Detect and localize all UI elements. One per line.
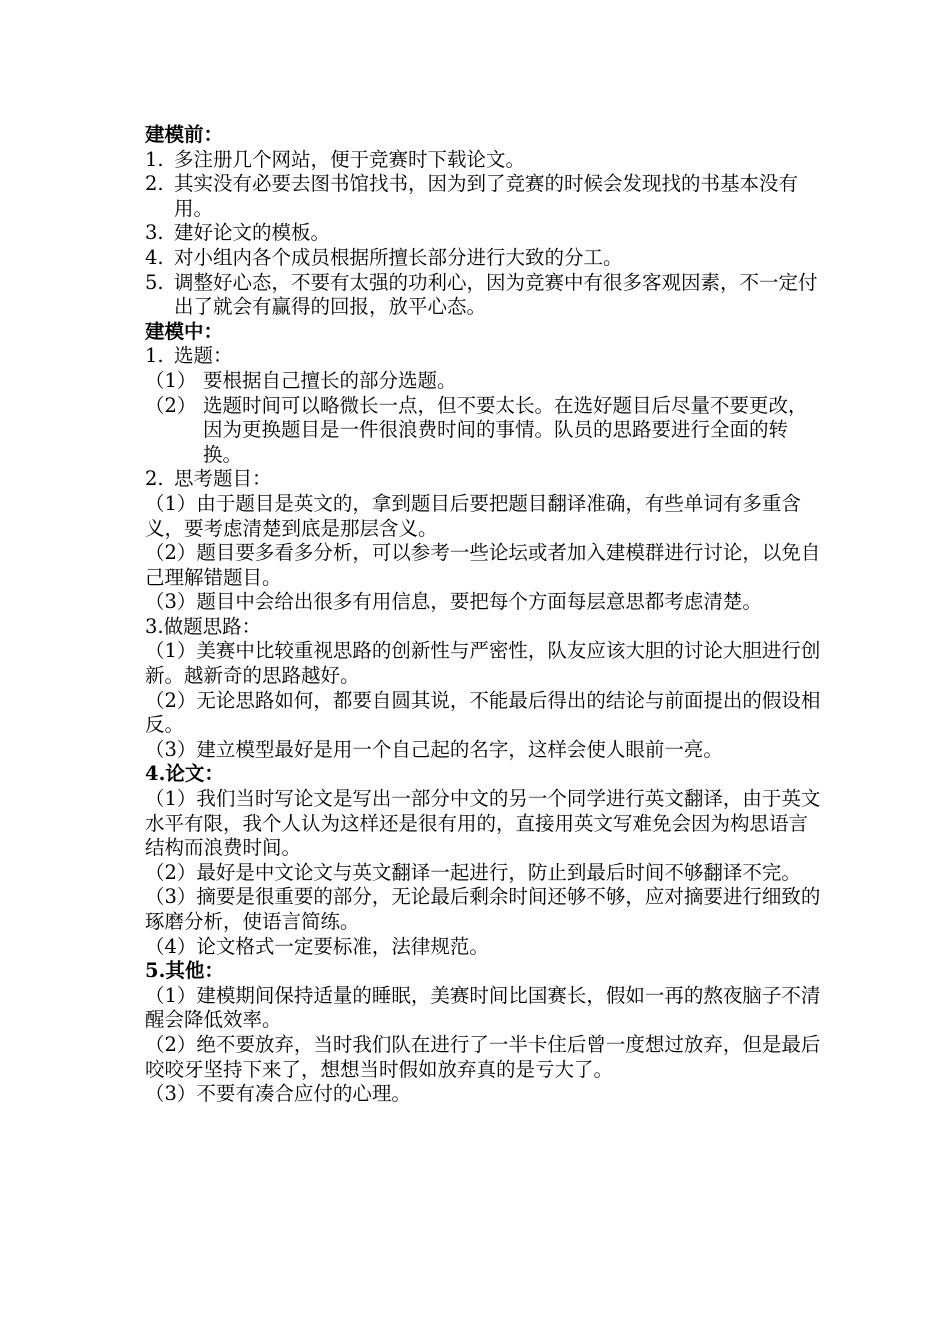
section-heading-during: 建模中：: [145, 319, 224, 343]
list-item: [145, 246, 825, 271]
document-page: [145, 123, 825, 1107]
paragraph: （1）美赛中比较重视思路的创新性与严密性，队友应该大胆的讨论大胆进行创新。越新奇的思路越好。: [145, 639, 821, 688]
list-text: 多注册几个网站，便于竞赛时下载论文。: [174, 147, 526, 171]
list-text: 其实没有必要去图书馆找书，因为到了竞赛的时候会发现找的书基本没有用。: [174, 172, 799, 220]
subsection-paper-title: 4.论文：: [145, 762, 224, 786]
paragraph: （1）我们当时写论文是写出一部分中文的另一个同学进行英文翻译，由于英文水平有限，我个人认为这样还是很有用的，直接用英文写难免会因为构思语言结构而浪费时间。: [145, 787, 821, 860]
paragraph: （1）由于题目是英文的，拿到题目后要把题目翻译准确，有些单词有多重含义，要考虑清楚到底是那层含义。: [145, 491, 801, 540]
paragraph: （2）最好是中文论文与英文翻译一起进行，防止到最后时间不够翻译不完。: [145, 860, 801, 884]
list-item: [145, 172, 825, 221]
paragraph: （3）题目中会给出很多有用信息，要把每个方面每层意思都考虑清楚。: [145, 590, 762, 614]
list-item: [145, 271, 825, 320]
subsection-think-title: [145, 467, 825, 492]
list-item: [145, 221, 825, 246]
paragraph: （3）建立模型最好是用一个自己起的名字，这样会使人眼前一亮。: [145, 737, 723, 761]
paragraph: （2）题目要多看多分析，可以参考一些论坛或者加入建模群进行讨论，以免自己理解错题目。: [145, 541, 821, 589]
sub-list-text: 选题时间可以略微长一点，但不要太长。在选好题目后尽量不要更改，因为更换题目是一件很浪费时间的事情。队员的思路要进行全面的转换。: [203, 393, 808, 466]
sub-list-number: （1）: [145, 368, 197, 392]
list-number: 2.: [145, 467, 164, 491]
paragraph: （3）摘要是很重要的部分，无论最后剩余时间还够不够，应对摘要进行细致的琢磨分析，使语言简练。: [145, 885, 821, 933]
list-number: 3.: [145, 221, 164, 245]
list-item: [145, 148, 825, 173]
section-heading-before: 建模前：: [145, 123, 224, 146]
sub-list-number: （2）: [145, 393, 197, 417]
paragraph: （4）论文格式一定要标准，法律规范。: [145, 934, 489, 958]
list-text: 建好论文的模板。: [174, 221, 331, 245]
list-number: 1.: [145, 147, 164, 171]
subsection-topic-title: [145, 344, 825, 369]
paragraph: （1）建模期间保持适量的睡眠，美赛时间比国赛长，假如一再的熬夜脑子不清醒会降低效率。: [145, 983, 821, 1032]
paragraph: （2）无论思路如何，都要自圆其说，不能最后得出的结论与前面提出的假设相反。: [145, 688, 821, 737]
list-number: 5.: [145, 270, 164, 294]
paragraph: （2）绝不要放弃，当时我们队在进行了一半卡住后曾一度想过放弃，但是最后咬咬牙坚持下来了，想想当时假如放弃真的是亏大了。: [145, 1032, 821, 1081]
list-number: 4.: [145, 245, 164, 269]
list-text: 调整好心态，不要有太强的功利心，因为竞赛中有很多客观因素，不一定付出了就会有赢得的回报，放平心态。: [174, 270, 818, 319]
sub-list-item: [145, 369, 825, 394]
list-text: 对小组内各个成员根据所擅长部分进行大致的分工。: [174, 245, 623, 269]
list-number: 2.: [145, 172, 164, 196]
sub-list-item: [145, 394, 825, 468]
sub-list-text: 要根据自己擅长的部分选题。: [203, 368, 457, 392]
subsection-title-text: 思考题目：: [174, 467, 272, 491]
list-number: 1.: [145, 344, 164, 368]
subsection-title-text: 选题：: [174, 344, 233, 368]
subsection-ideas-title: 3.做题思路：: [145, 614, 262, 638]
subsection-other-title: 5.其他：: [145, 959, 224, 983]
paragraph: （3）不要有凑合应付的心理。: [145, 1082, 411, 1106]
